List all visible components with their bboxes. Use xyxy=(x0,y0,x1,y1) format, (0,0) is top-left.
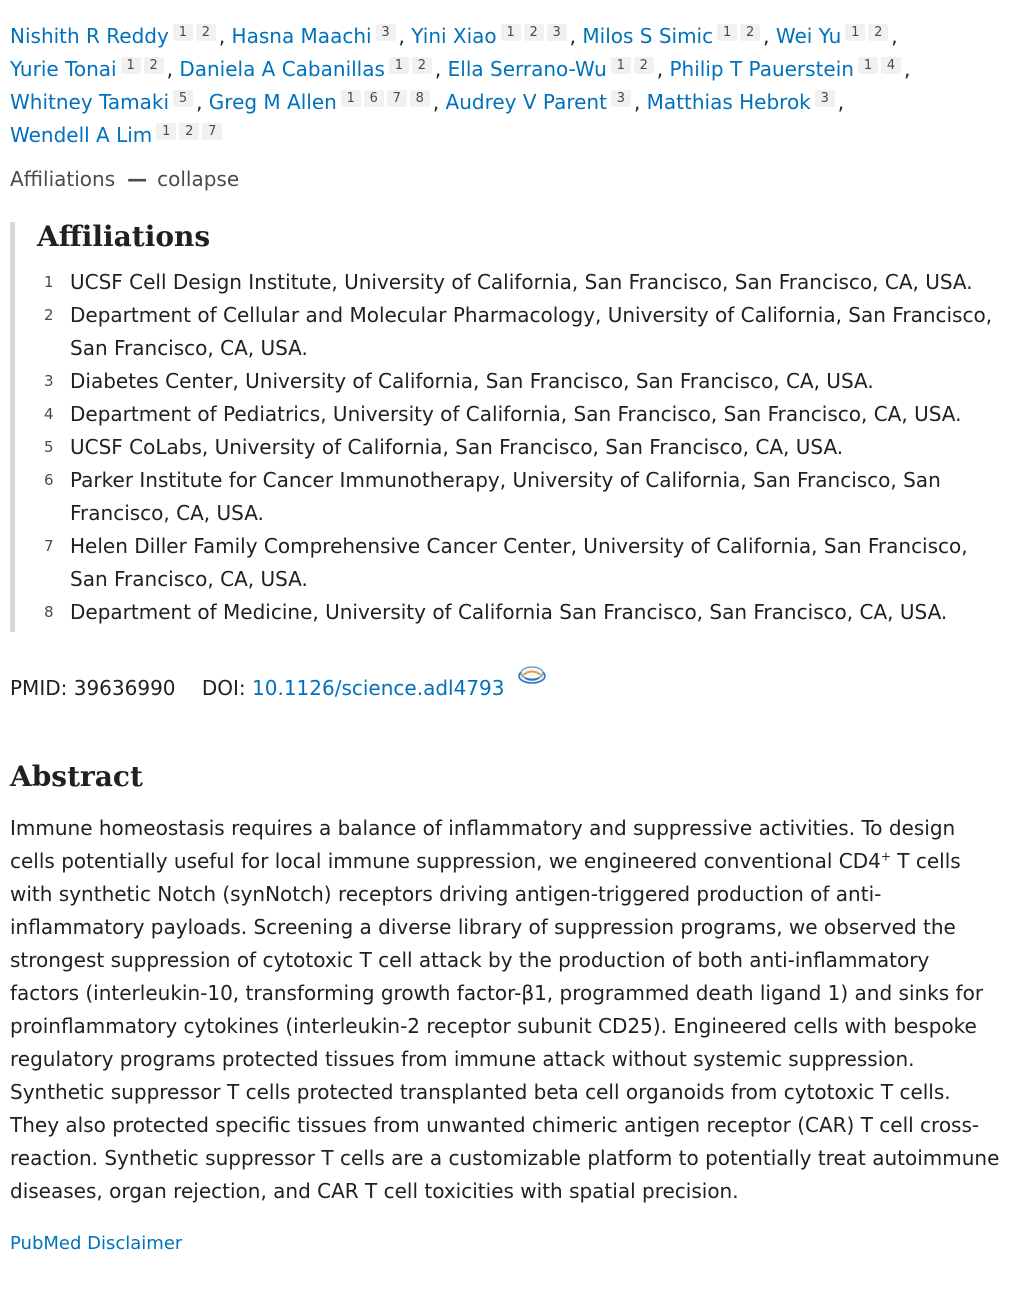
affiliation-ref[interactable]: 1 xyxy=(341,90,361,107)
article-identifiers xyxy=(10,674,1003,702)
affiliation-ref[interactable]: 1 xyxy=(501,24,521,41)
affiliation-number: 6 xyxy=(44,471,54,489)
author-name-link[interactable]: Greg M Allen xyxy=(208,90,337,114)
affiliation-ref[interactable]: 2 xyxy=(524,24,544,41)
pmid-label: PMID: xyxy=(10,676,68,700)
pubmed-disclaimer-link[interactable]: PubMed Disclaimer xyxy=(10,1233,183,1254)
affiliations-panel xyxy=(10,222,1003,632)
authors-list xyxy=(10,0,1003,152)
affiliation-text: Department of Pediatrics, University of California, San Francisco, San Francisco, CA, USA. xyxy=(70,402,962,426)
doi-label: DOI: xyxy=(201,676,246,700)
affiliations-toggle[interactable] xyxy=(10,165,1003,193)
author-name-link[interactable]: Ella Serrano-Wu xyxy=(447,57,607,81)
affiliation-ref[interactable]: 7 xyxy=(202,123,222,140)
author xyxy=(10,57,173,81)
affiliation-ref[interactable]: 1 xyxy=(173,24,193,41)
affiliation-ref[interactable]: 3 xyxy=(376,24,396,41)
affiliation-text: Department of Medicine, University of California San Francisco, San Francisco, CA, USA. xyxy=(70,600,948,624)
author-name-link[interactable]: Milos S Simic xyxy=(582,24,714,48)
affiliation-text: Department of Cellular and Molecular Pharmacology, University of California, San Francisco, San Francisco, CA, USA. xyxy=(70,303,993,360)
author xyxy=(647,90,844,114)
abstract-text-part-1: Immune homeostasis requires a balance of inflammatory and suppressive activities. To design cells potentially useful for local immune suppression, we engineered conventional CD4 xyxy=(10,816,956,873)
author-affiliation-refs xyxy=(389,50,435,74)
author xyxy=(670,57,911,81)
affiliation-item xyxy=(37,398,1003,431)
affiliation-item xyxy=(37,299,1003,365)
affiliation-ref[interactable]: 2 xyxy=(179,123,199,140)
author xyxy=(10,24,225,48)
author-separator: , xyxy=(398,24,405,48)
affiliation-ref[interactable]: 3 xyxy=(611,90,631,107)
affiliation-ref[interactable]: 3 xyxy=(815,90,835,107)
author-affiliation-refs xyxy=(717,17,763,41)
affiliation-text: UCSF CoLabs, University of California, San Francisco, San Francisco, CA, USA. xyxy=(70,435,844,459)
author-separator: , xyxy=(903,57,911,81)
affiliation-ref[interactable]: 6 xyxy=(364,90,384,107)
affiliation-text: Diabetes Center, University of California, San Francisco, San Francisco, CA, USA. xyxy=(70,369,874,393)
author-name-link[interactable]: Matthias Hebrok xyxy=(646,90,811,114)
pmid-value: 39636990 xyxy=(73,676,176,700)
author-name-link[interactable]: Wendell A Lim xyxy=(10,123,153,147)
abstract-superscript: + xyxy=(880,849,891,864)
author-name-link[interactable]: Whitney Tamaki xyxy=(10,90,170,114)
author-name-link[interactable]: Yurie Tonai xyxy=(10,57,117,81)
author-separator: , xyxy=(891,24,898,48)
affiliation-ref[interactable]: 2 xyxy=(634,57,654,74)
author-separator: , xyxy=(763,24,770,48)
doi xyxy=(202,676,505,700)
author-name-link[interactable]: Daniela A Cabanillas xyxy=(179,57,385,81)
author-separator: , xyxy=(432,90,440,114)
author xyxy=(10,90,202,114)
affiliation-number: 1 xyxy=(44,273,54,291)
affiliation-ref[interactable]: 1 xyxy=(389,57,409,74)
affiliation-ref[interactable]: 1 xyxy=(611,57,631,74)
affiliations-heading: Affiliations xyxy=(37,220,211,253)
author-separator: , xyxy=(166,57,173,81)
author xyxy=(448,57,664,81)
affiliation-ref[interactable]: 1 xyxy=(858,57,878,74)
author-name-link[interactable]: Audrey V Parent xyxy=(445,90,607,114)
author-affiliation-refs xyxy=(501,17,570,41)
collapse-link[interactable]: collapse xyxy=(157,167,240,191)
affiliation-number: 3 xyxy=(44,372,54,390)
affiliation-item xyxy=(37,464,1003,530)
affiliation-ref[interactable]: 8 xyxy=(410,90,430,107)
affiliation-item xyxy=(37,596,1003,629)
author-separator: , xyxy=(196,90,203,114)
author-affiliation-refs xyxy=(173,83,196,107)
affiliations-list xyxy=(37,266,1003,629)
author xyxy=(179,57,441,81)
author xyxy=(446,90,641,114)
affiliation-ref[interactable]: 3 xyxy=(547,24,567,41)
affiliation-item xyxy=(37,530,1003,596)
author-separator: , xyxy=(569,24,577,48)
affiliation-ref[interactable]: 4 xyxy=(881,57,901,74)
affiliation-item xyxy=(37,365,1003,398)
affiliation-text: Parker Institute for Cancer Immunotherapy, University of California, San Francisco, San Francisco, CA, USA. xyxy=(70,468,941,525)
affiliation-number: 8 xyxy=(44,603,54,621)
affiliation-item xyxy=(37,431,1003,464)
author-affiliation-refs xyxy=(121,50,167,74)
author-affiliation-refs xyxy=(858,50,904,74)
full-text-link-icon[interactable] xyxy=(517,664,547,686)
affiliation-ref[interactable]: 7 xyxy=(387,90,407,107)
author-separator: , xyxy=(434,57,442,81)
abstract-heading: Abstract xyxy=(10,760,143,793)
author-affiliation-refs xyxy=(611,50,657,74)
abstract-text xyxy=(10,812,1003,1208)
affiliation-ref[interactable]: 2 xyxy=(144,57,164,74)
author-affiliation-refs xyxy=(611,83,634,107)
author xyxy=(411,24,576,48)
author-name-link[interactable]: Wei Yu xyxy=(775,24,842,48)
author-affiliation-refs xyxy=(815,83,838,107)
affiliation-ref[interactable]: 2 xyxy=(740,24,760,41)
affiliation-ref[interactable]: 1 xyxy=(121,57,141,74)
author xyxy=(232,24,405,48)
affiliation-ref[interactable]: 1 xyxy=(156,123,176,140)
author-separator: , xyxy=(218,24,226,48)
doi-link[interactable]: 10.1126/science.adl4793 xyxy=(252,676,505,700)
author-affiliation-refs xyxy=(376,17,399,41)
author xyxy=(582,24,769,48)
affiliation-ref[interactable]: 5 xyxy=(173,90,193,107)
affiliation-number: 2 xyxy=(44,306,54,324)
author-name-link[interactable]: Yini Xiao xyxy=(411,24,497,48)
abstract-text-part-2: T cells with synthetic Notch (synNotch) receptors driving antigen-triggered production of anti-inflammatory payloads. Screening a diverse library of suppression programs, we observed the strongest suppression of cytotoxic T cell attack by the production of both anti-inflammatory factors (interleukin-10, transforming growth factor-β1, programmed death ligand 1) and sinks for proinflammatory cytokines (interleukin-2 receptor subunit CD25). Engineered cells with bespoke regulatory programs protected tissues from immune attack without systemic suppression. Synthetic suppressor T cells protected transplanted beta cell organoids from cytotoxic T cells. They also protected specific tissues from unwanted chimeric antigen receptor (CAR) T cell cross-reaction. Synthetic suppressor T cells are a customizable platform to potentially treat autoimmune diseases, organ rejection, and CAR T cell toxicities with spatial precision. xyxy=(10,849,1000,1203)
author xyxy=(209,90,439,114)
affiliation-ref[interactable]: 1 xyxy=(845,24,865,41)
author-name-link[interactable]: Philip T Pauerstein xyxy=(669,57,854,81)
toggle-separator: — xyxy=(127,167,148,191)
affiliation-number: 7 xyxy=(44,537,54,555)
author-affiliation-refs xyxy=(156,116,225,140)
affiliations-toggle-label: Affiliations xyxy=(10,167,116,191)
disclaimer xyxy=(10,1231,1003,1257)
affiliation-text: UCSF Cell Design Institute, University of California, San Francisco, San Francisco, CA, USA. xyxy=(70,270,973,294)
affiliation-number: 4 xyxy=(44,405,54,423)
author-affiliation-refs xyxy=(845,17,891,41)
affiliation-text: Helen Diller Family Comprehensive Cancer Center, University of California, San Francisco, San Francisco, CA, USA. xyxy=(70,534,968,591)
author-affiliation-refs xyxy=(341,83,433,107)
affiliation-ref[interactable]: 2 xyxy=(868,24,888,41)
affiliation-ref[interactable]: 1 xyxy=(717,24,737,41)
affiliation-ref[interactable]: 2 xyxy=(412,57,432,74)
author xyxy=(10,123,225,147)
author-separator: , xyxy=(837,90,845,114)
author xyxy=(776,24,898,48)
pmid xyxy=(10,676,176,700)
affiliation-number: 5 xyxy=(44,438,54,456)
author-affiliation-refs xyxy=(173,17,219,41)
author-separator: , xyxy=(633,90,641,114)
author-separator: , xyxy=(656,57,664,81)
affiliation-item xyxy=(37,266,1003,299)
author-name-link[interactable]: Hasna Maachi xyxy=(231,24,372,48)
author-name-link[interactable]: Nishith R Reddy xyxy=(10,24,169,48)
affiliation-ref[interactable]: 2 xyxy=(196,24,216,41)
